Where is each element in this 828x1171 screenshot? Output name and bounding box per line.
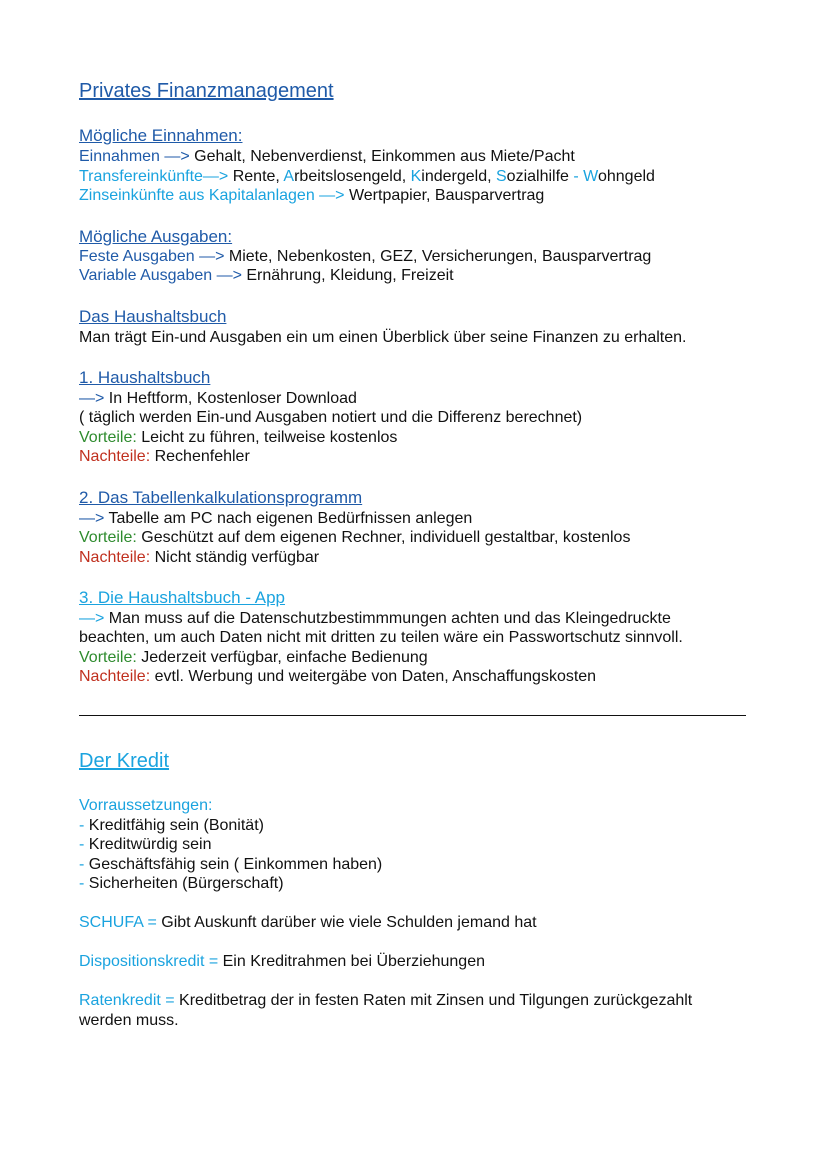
option3-line1-text: Man muss auf die Datenschutzbestimmmungen achten und das Kleingedruckte	[104, 610, 671, 627]
zins-label: Zinseinkünfte aus Kapitalanlagen —>	[79, 187, 345, 204]
einnahmen-text: Gehalt, Nebenverdienst, Einkommen aus Miete/Pacht	[189, 148, 575, 165]
schufa-definition	[79, 913, 769, 933]
option3-pros-label: Vorteile:	[79, 649, 137, 666]
list-dash: -	[79, 856, 85, 873]
list-item	[79, 874, 769, 894]
list-item	[79, 855, 769, 875]
schufa-term: SCHUFA =	[79, 914, 157, 931]
option2-pros	[79, 528, 769, 548]
kredit-title: Der Kredit	[79, 750, 170, 772]
variable-ausgaben-row	[79, 266, 769, 286]
option2-line1	[79, 509, 769, 529]
option1-pros-label: Vorteile:	[79, 429, 137, 446]
page-title: Privates Finanzmanagement	[79, 80, 334, 102]
zinseinkuenfte-row	[79, 186, 769, 206]
transfer-s2: ozialhilfe	[506, 168, 574, 185]
feste-ausgaben-row	[79, 247, 769, 267]
feste-ausgaben-label: Feste Ausgaben —>	[79, 248, 225, 265]
raten-text: Kreditbetrag der in festen Raten mit Zinsen und Tilgungen zurückgezahlt werden muss.	[79, 992, 693, 1029]
option1-cons-label: Nachteile:	[79, 448, 151, 465]
option2-arrow: —>	[79, 510, 105, 527]
option2-cons	[79, 548, 769, 568]
ausgaben-heading: Mögliche Ausgaben:	[79, 227, 233, 246]
list-dash: -	[79, 836, 85, 853]
option1-pros	[79, 428, 769, 448]
option2-pros-text: Geschützt auf dem eigenen Rechner, individuell gestaltbar, kostenlos	[136, 529, 631, 546]
transfer-a1: A	[283, 168, 295, 185]
option2-pros-label: Vorteile:	[79, 529, 137, 546]
option1-cons	[79, 447, 769, 467]
transfereinkuenfte-row	[79, 167, 769, 187]
transfer-k2: indergeld,	[421, 168, 496, 185]
haushaltsbuch-text: Man trägt Ein-und Ausgaben ein um einen Überblick über seine Finanzen zu erhalten.	[79, 329, 687, 346]
einnahmen-heading: Mögliche Einnahmen:	[79, 126, 243, 145]
option2-heading: 2. Das Tabellenkalkulationsprogramm	[79, 488, 363, 507]
option1-pros-text: Leicht zu führen, teilweise kostenlos	[136, 429, 398, 446]
einnahmen-row	[79, 147, 769, 167]
zins-text: Wertpapier, Bausparvertrag	[344, 187, 545, 204]
option3-arrow: —>	[79, 610, 105, 627]
option2-cons-text: Nicht ständig verfügbar	[150, 549, 320, 566]
list-dash: -	[79, 817, 85, 834]
list-dash: -	[79, 875, 85, 892]
transfer-sep: - W	[573, 168, 598, 185]
option3-heading: 3. Die Haushaltsbuch - App	[79, 588, 286, 607]
list-item	[79, 835, 769, 855]
section-divider	[79, 715, 746, 716]
schufa-text: Gibt Auskunft darüber wie viele Schulden jemand hat	[156, 914, 537, 931]
option3-cons-label: Nachteile:	[79, 668, 151, 685]
list-text: Sicherheiten (Bürgerschaft)	[84, 875, 284, 892]
option1-arrow: —>	[79, 390, 105, 407]
option3-cons-text: evtl. Werbung und weitergäbe von Daten, Anschaffungskosten	[150, 668, 597, 685]
option1-cons-text: Rechenfehler	[150, 448, 250, 465]
option2-line1-text: Tabelle am PC nach eigenen Bedürfnissen anlegen	[104, 510, 473, 527]
voraussetzungen-heading: Vorraussetzungen:	[79, 797, 213, 814]
list-text: Kreditwürdig sein	[84, 836, 212, 853]
option1-line2: ( täglich werden Ein-und Ausgaben notiert und die Differenz berechnet)	[79, 409, 583, 426]
option3-pros-text: Jederzeit verfügbar, einfache Bedienung	[136, 649, 428, 666]
option1-line1	[79, 389, 769, 409]
option1-line1-text: In Heftform, Kostenloser Download	[104, 390, 357, 407]
option3-line2: beachten, um auch Daten nicht mit dritten zu teilen wäre ein Passwortschutz sinnvoll.	[79, 629, 683, 646]
transfer-label: Transfereinkünfte—>	[79, 168, 229, 185]
list-item	[79, 816, 769, 836]
transfer-s1: S	[496, 168, 507, 185]
option2-cons-label: Nachteile:	[79, 549, 151, 566]
raten-term: Ratenkredit =	[79, 992, 175, 1009]
dispo-text: Ein Kreditrahmen bei Überziehungen	[218, 953, 485, 970]
dispo-definition	[79, 952, 769, 972]
option3-cons	[79, 667, 769, 687]
haushaltsbuch-heading: Das Haushaltsbuch	[79, 307, 227, 326]
list-text: Geschäftsfähig sein ( Einkommen haben)	[84, 856, 383, 873]
feste-ausgaben-text: Miete, Nebenkosten, GEZ, Versicherungen, Bausparvertrag	[224, 248, 652, 265]
einnahmen-label: Einnahmen —>	[79, 148, 190, 165]
dispo-term: Dispositionskredit =	[79, 953, 219, 970]
variable-ausgaben-label: Variable Ausgaben —>	[79, 267, 242, 284]
transfer-r1: R	[228, 168, 245, 185]
list-text: Kreditfähig sein (Bonität)	[84, 817, 264, 834]
raten-definition	[79, 991, 729, 1030]
variable-ausgaben-text: Ernährung, Kleidung, Freizeit	[241, 267, 454, 284]
option3-pros	[79, 648, 769, 668]
transfer-r2: ente,	[244, 168, 284, 185]
option1-heading: 1. Haushaltsbuch	[79, 368, 211, 387]
transfer-k1: K	[410, 168, 422, 185]
transfer-w2: ohngeld	[597, 168, 655, 185]
transfer-a2: rbeitslosengeld,	[294, 168, 411, 185]
option3-line1	[79, 609, 769, 629]
